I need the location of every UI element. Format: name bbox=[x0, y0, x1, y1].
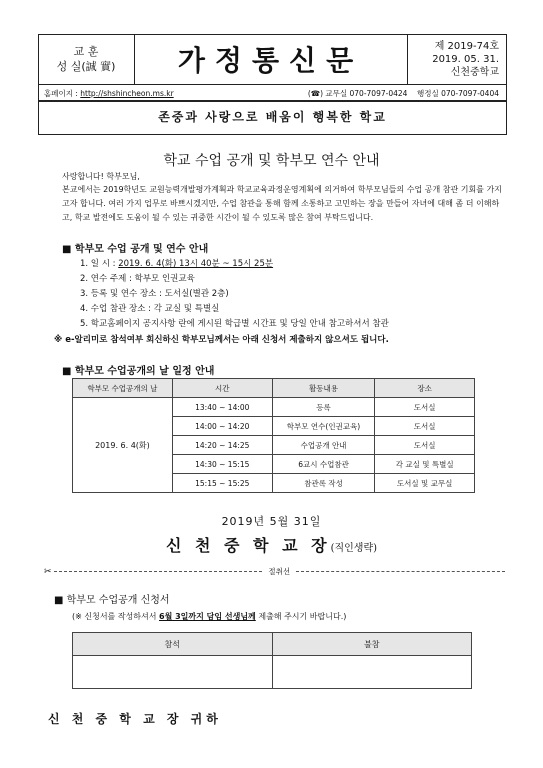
motto-label: 교 훈 bbox=[73, 45, 99, 58]
form-instruction bbox=[72, 611, 346, 622]
header-divider bbox=[38, 84, 507, 85]
datetime-value: 2019. 6. 4(화) 13시 40분 ~ 15시 25분 bbox=[118, 259, 274, 269]
header-attend: 참석 bbox=[73, 633, 273, 656]
greeting: 사랑합니다! 학부모님, bbox=[62, 172, 140, 181]
form-footer: 신 천 중 학 교 장 귀하 bbox=[48, 712, 222, 726]
homepage bbox=[44, 88, 174, 99]
slogan-bar bbox=[38, 104, 507, 128]
issue-info bbox=[407, 34, 505, 84]
row-place: 도서실 bbox=[375, 436, 475, 455]
section-schedule: ■ 학부모 수업공개의 날 일정 안내 bbox=[62, 366, 215, 377]
school-motto bbox=[38, 34, 135, 84]
seal-note: (직인생략) bbox=[330, 543, 378, 554]
application-table bbox=[72, 632, 472, 689]
principal-signature bbox=[0, 533, 543, 556]
application-header-row bbox=[73, 633, 472, 656]
newsletter-title bbox=[134, 34, 408, 84]
issue-school: 신천중학교 bbox=[450, 66, 499, 78]
cut-label: 절취선 bbox=[268, 567, 291, 576]
row-time: 14:30 ~ 15:15 bbox=[172, 455, 272, 474]
row-activity: 등록 bbox=[272, 398, 375, 417]
attend-checkbox[interactable] bbox=[73, 656, 273, 689]
notice-title: 학교 수업 공개 및 학부모 연수 안내 bbox=[163, 153, 380, 169]
row-time: 14:00 ~ 14:20 bbox=[172, 417, 272, 436]
school-slogan: 존중과 사랑으로 배움이 행복한 학교 bbox=[158, 109, 387, 124]
notice-body: 본교에서는 2019학년도 교원능력개발평가계획과 학교교육과정운영계획에 의거하여 학부모님들의 수업 공개 참관 기회를 가지고자 합니다. 여러 가지 업무로 바쁘시겠지만, 수업 참관을 통해 함께 소통하고 고민하는 장을 만들어 자녀에 대해 좀 더 이해하고, 학교 발전에도 도움이 될 수 있는 귀중한 시간이 될 수 있도록 많은 참여 부탁드립니다. bbox=[62, 185, 502, 222]
list-item-observation: 4. 수업 참관 장소 : 각 교실 및 특별실 bbox=[80, 304, 220, 314]
header-day: 학부모 수업공개의 날 bbox=[73, 379, 173, 398]
row-activity: 참관록 작성 bbox=[272, 474, 375, 493]
datetime-label: 1. 일 시 : bbox=[80, 259, 116, 269]
header-row bbox=[38, 34, 505, 84]
cut-dash-left bbox=[54, 571, 263, 572]
row-activity: 6교시 수업참관 bbox=[272, 455, 375, 474]
table-header-row bbox=[73, 379, 475, 398]
row-activity: 학부모 연수(인권교육) bbox=[272, 417, 375, 436]
admin-phone: 행정실 070-7097-0404 bbox=[416, 89, 499, 98]
schedule-table bbox=[72, 378, 475, 493]
row-place: 도서실 bbox=[375, 398, 475, 417]
office-phone: (☎) 교무실 070-7097-0424 bbox=[307, 89, 408, 98]
row-time: 14:20 ~ 14:25 bbox=[172, 436, 272, 455]
cut-line bbox=[44, 566, 505, 577]
application-input-row bbox=[73, 656, 472, 689]
header-time: 시간 bbox=[172, 379, 272, 398]
list-item-datetime bbox=[80, 259, 273, 270]
list-item-topic: 2. 연수 주제 : 학부모 인권교육 bbox=[80, 274, 195, 284]
form-title: ■ 학부모 수업공개 신청서 bbox=[54, 595, 170, 606]
row-place: 각 교실 및 특별실 bbox=[375, 455, 475, 474]
instruction-pre: (※ 신청서를 작성하셔서 bbox=[72, 612, 160, 621]
header-absent: 불참 bbox=[272, 633, 472, 656]
schedule-date: 2019. 6. 4(화) bbox=[73, 398, 173, 493]
list-item-homepage: 5. 학교홈페이지 공지사항 란에 게시된 학급별 시간표 및 당일 안내 참고하셔서 참관 bbox=[80, 319, 389, 329]
absent-checkbox[interactable] bbox=[272, 656, 472, 689]
instruction-deadline: 6월 3일까지 담임 선생님께 bbox=[159, 612, 256, 621]
row-activity: 수업공개 안내 bbox=[272, 436, 375, 455]
homepage-label: 홈페이지 : bbox=[44, 89, 78, 98]
row-place: 도서실 bbox=[375, 417, 475, 436]
issue-date: 2019. 05. 31. bbox=[432, 53, 499, 65]
row-time: 15:15 ~ 15:25 bbox=[172, 474, 272, 493]
row-place: 도서실 및 교무실 bbox=[375, 474, 475, 493]
page-title: 가정통신문 bbox=[177, 44, 364, 77]
table-row bbox=[73, 398, 475, 417]
contact-bar bbox=[44, 88, 499, 99]
header-place: 장소 bbox=[375, 379, 475, 398]
cut-dash-right bbox=[296, 571, 505, 572]
list-item-venue: 3. 등록 및 연수 장소 : 도서실(별관 2층) bbox=[80, 289, 229, 299]
section-schedule-info: ■ 학부모 수업 공개 및 연수 안내 bbox=[62, 244, 209, 255]
contact-divider bbox=[38, 100, 507, 102]
signature-date: 2019년 5월 31일 bbox=[221, 515, 322, 528]
issue-number: 제 2019-74호 bbox=[434, 40, 499, 52]
row-time: 13:40 ~ 14:00 bbox=[172, 398, 272, 417]
instruction-post: 제출해 주시기 바랍니다.) bbox=[255, 612, 347, 621]
email-notice: ※ e-알리미로 참석여부 회신하신 학부모님께서는 아래 신청서 제출하지 않으셔도 됩니다. bbox=[54, 335, 389, 345]
phone-numbers bbox=[308, 88, 499, 99]
principal-name: 신 천 중 학 교 장 bbox=[165, 536, 331, 555]
scissors-icon: ✂ bbox=[44, 566, 52, 577]
header-activity: 활동내용 bbox=[272, 379, 375, 398]
motto-value: 성 실(誠 實) bbox=[56, 60, 116, 73]
homepage-link[interactable]: http://shshincheon.ms.kr bbox=[80, 89, 174, 98]
